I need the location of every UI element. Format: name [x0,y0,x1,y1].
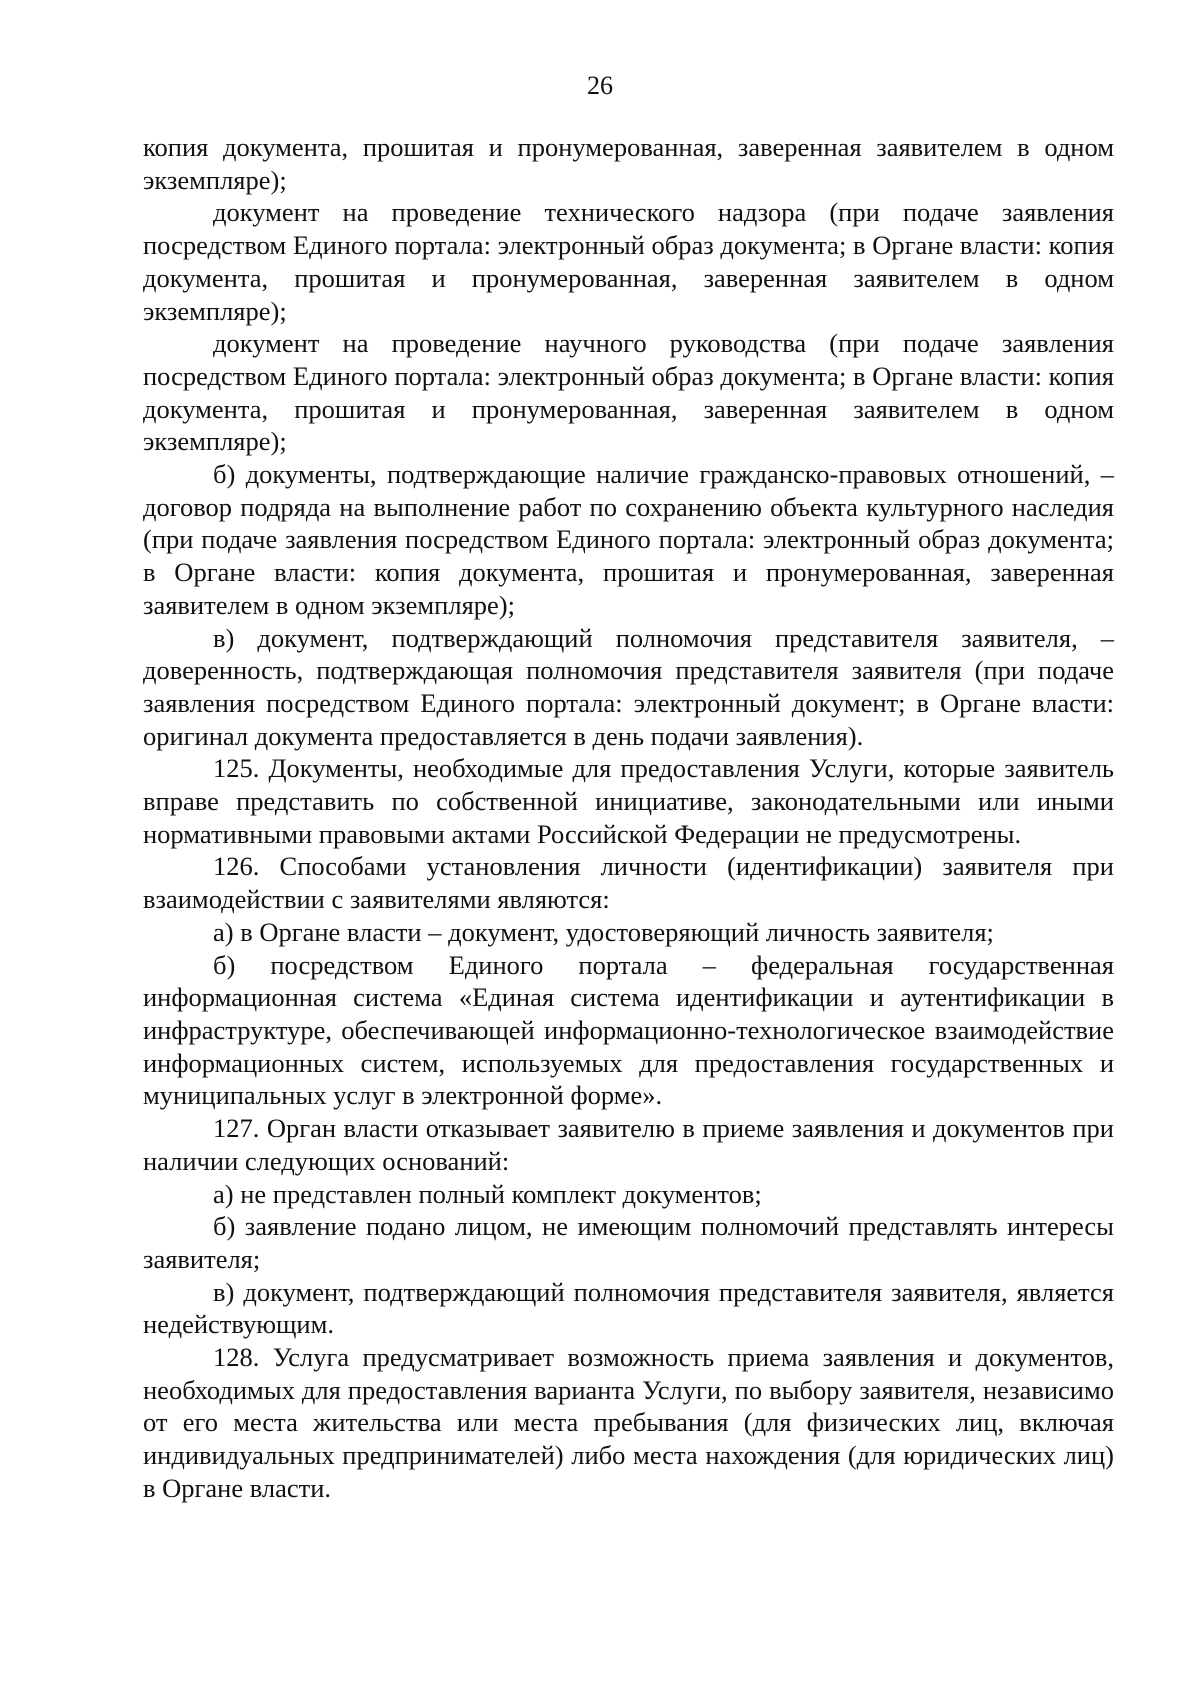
paragraph-7: а) в Органе власти – документ, удостоверяющий личность заявителя; [213,916,994,947]
page-number: 26 [587,71,613,100]
paragraph-4: в) документ, подтверждающий полномочия представителя заявителя, – доверенность, подтверждающая полномочия представителя заявителя (при подаче заявления посредством Единого портала: электронный документ; в Органе власти: оригинал документа предоставляется в день подачи заявления). [143,622,1114,751]
paragraph-2: документ на проведение научного руководства (при подаче заявления посредством Единого портала: электронный образ документа; в Органе власти: копия документа, прошитая и пронумерованная, заверенная заявителем в одном экземпляре); [143,328,1114,457]
paragraph-5: 125. Документы, необходимые для предоставления Услуги, которые заявитель вправе представить по собственной инициативе, законодательными или иными нормативными правовыми актами Российской Федерации не предусмотрены. [143,753,1114,849]
paragraph-3: б) документы, подтверждающие наличие гражданско-правовых отношений, – договор подряда на выполнение работ по сохранению объекта культурного наследия (при подаче заявления посредством Единого портала: электронный образ документа; в Органе власти: копия документа, прошитая и пронумерованная, заверенная заявителем в одном экземпляре); [143,459,1114,620]
paragraph-9: 127. Орган власти отказывает заявителю в приеме заявления и документов при наличии следующих оснований: [143,1113,1114,1176]
document-body [143,131,1114,1505]
paragraph-8: б) посредством Единого портала – федеральная государственная информационная система «Единая система идентификации и аутентификации в инфраструктуре, обеспечивающей информационно-технологическое взаимодействие информационных систем, используемых для предоставления государственных и муниципальных услуг в электронной форме». [143,949,1114,1111]
paragraph-13: 128. Услуга предусматривает возможность приема заявления и документов, необходимых для предоставления варианта Услуги, по выбору заявителя, независимо от его места жительства или места пребывания (для физических лиц, включая индивидуальных предпринимателей) либо места нахождения (для юридических лиц) в Органе власти. [143,1342,1114,1503]
paragraph-1: документ на проведение технического надзора (при подаче заявления посредством Единого портала: электронный образ документа; в Органе власти: копия документа, прошитая и пронумерованная, заверенная заявителем в одном экземпляре); [143,197,1114,326]
paragraph-12: в) документ, подтверждающий полномочия представителя заявителя, является недействующим. [143,1276,1114,1340]
paragraph-11: б) заявление подано лицом, не имеющим полномочий представлять интересы заявителя; [143,1211,1114,1274]
paragraph-10: а) не представлен полный комплект документов; [213,1178,762,1209]
paragraph-6: 126. Способами установления личности (идентификации) заявителя при взаимодействии с заявителями являются: [143,851,1114,915]
paragraph-0: копия документа, прошитая и пронумерованная, заверенная заявителем в одном экземпляре); [143,132,1114,195]
